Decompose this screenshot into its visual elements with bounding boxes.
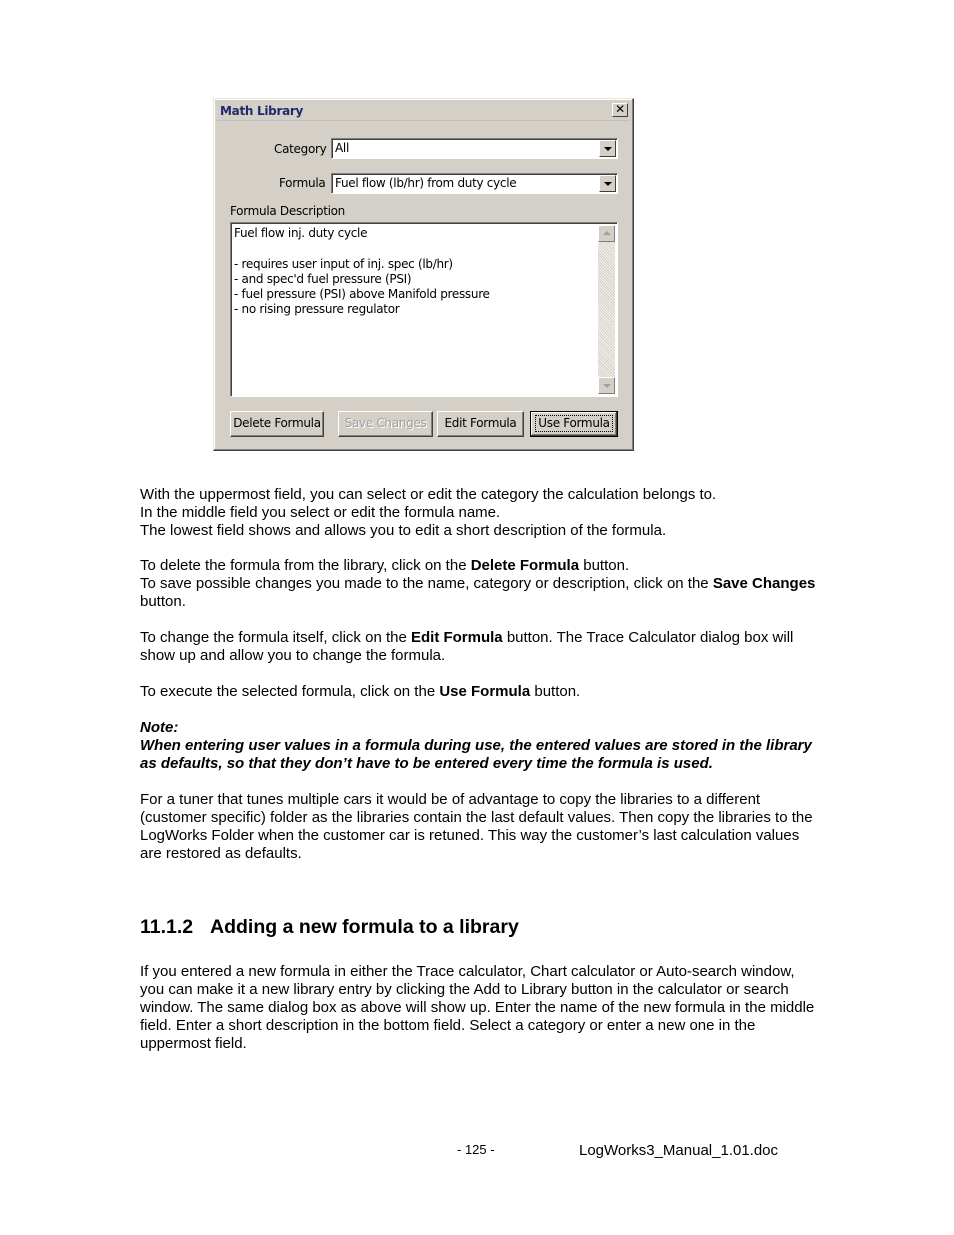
formula-description-textarea[interactable] <box>230 222 618 397</box>
formula-dropdown[interactable] <box>331 173 618 194</box>
section-heading <box>140 916 519 939</box>
save-changes-button[interactable]: Save Changes <box>338 411 433 437</box>
page-number: - 125 - <box>457 1142 495 1157</box>
paragraph-edit: To change the formula itself, click on the Edit Formula button. The Trace Calculator dialog box will show up and allow you to change the formula. <box>140 629 794 664</box>
text-line: The lowest field shows and allows you to edit a short description of the formula. <box>140 522 667 539</box>
category-dropdown[interactable] <box>331 138 618 159</box>
delete-formula-button[interactable]: Delete Formula <box>230 411 324 437</box>
scroll-up-icon[interactable] <box>598 225 615 242</box>
math-library-dialog <box>213 98 634 451</box>
vertical-scrollbar[interactable] <box>598 225 615 394</box>
paragraph-delete-save <box>140 557 820 611</box>
close-button[interactable] <box>612 103 628 117</box>
formula-value: Fuel flow (lb/hr) from duty cycle <box>335 176 517 190</box>
scroll-down-icon[interactable] <box>598 377 615 394</box>
close-icon: ✕ <box>615 102 625 116</box>
paragraph-use: To execute the selected formula, click on the Use Formula button. <box>140 683 581 700</box>
chevron-down-icon[interactable] <box>599 140 616 157</box>
formula-description-label: Formula Description <box>230 204 345 218</box>
paragraph-fields <box>140 486 820 540</box>
dialog-titlebar <box>217 102 630 121</box>
use-formula-button[interactable] <box>530 411 618 437</box>
note-title: Note: <box>140 719 179 736</box>
document-name: LogWorks3_Manual_1.01.doc <box>579 1142 779 1159</box>
note-block <box>140 719 820 773</box>
text-line: To delete the formula from the library, click on the Delete Formula button. <box>140 557 630 574</box>
text-line: To save possible changes you made to the name, category or description, click on the Save Changes button. <box>140 575 816 610</box>
edit-formula-button[interactable]: Edit Formula <box>437 411 524 437</box>
text-line: With the uppermost field, you can select or edit the category the calculation belongs to. <box>140 486 717 503</box>
section-number: 11.1.2 <box>140 916 194 938</box>
dialog-title: Math Library <box>220 104 304 118</box>
text-line: In the middle field you select or edit the formula name. <box>140 504 501 521</box>
note-text: When entering user values in a formula during use, the entered values are stored in the library as defaults, so that they don’t have to be entered every time the formula is used. <box>140 737 812 772</box>
section-title: Adding a new formula to a library <box>210 916 519 938</box>
chevron-down-icon[interactable] <box>599 175 616 192</box>
category-value: All <box>335 141 349 155</box>
formula-label: Formula <box>279 176 326 190</box>
paragraph-tuner: For a tuner that tunes multiple cars it would be of advantage to copy the libraries to a different (customer specific) folder as the libraries contain the last default values. Then copy the libraries to the LogWorks Folder when the customer car is retuned. This way the customer’s last calculation values are restored as defaults. <box>140 791 813 862</box>
category-label: Category <box>274 142 327 156</box>
formula-description-text: Fuel flow inj. duty cycle - requires user input of inj. spec (lb/hr) - and spec'd fuel pressure (PSI) - fuel pressure (PSI) above Manifold pressure - no rising pressure regulator <box>234 226 490 317</box>
paragraph-new-formula: If you entered a new formula in either the Trace calculator, Chart calculator or Auto-search window, you can make it a new library entry by clicking the Add to Library button in the calculator or search window. The same dialog box as above will show up. Enter the name of the new formula in the middle field. Enter a short description in the bottom field. Select a category or enter a new one in the uppermost field. <box>140 963 815 1052</box>
use-formula-label: Use Formula <box>535 415 612 432</box>
